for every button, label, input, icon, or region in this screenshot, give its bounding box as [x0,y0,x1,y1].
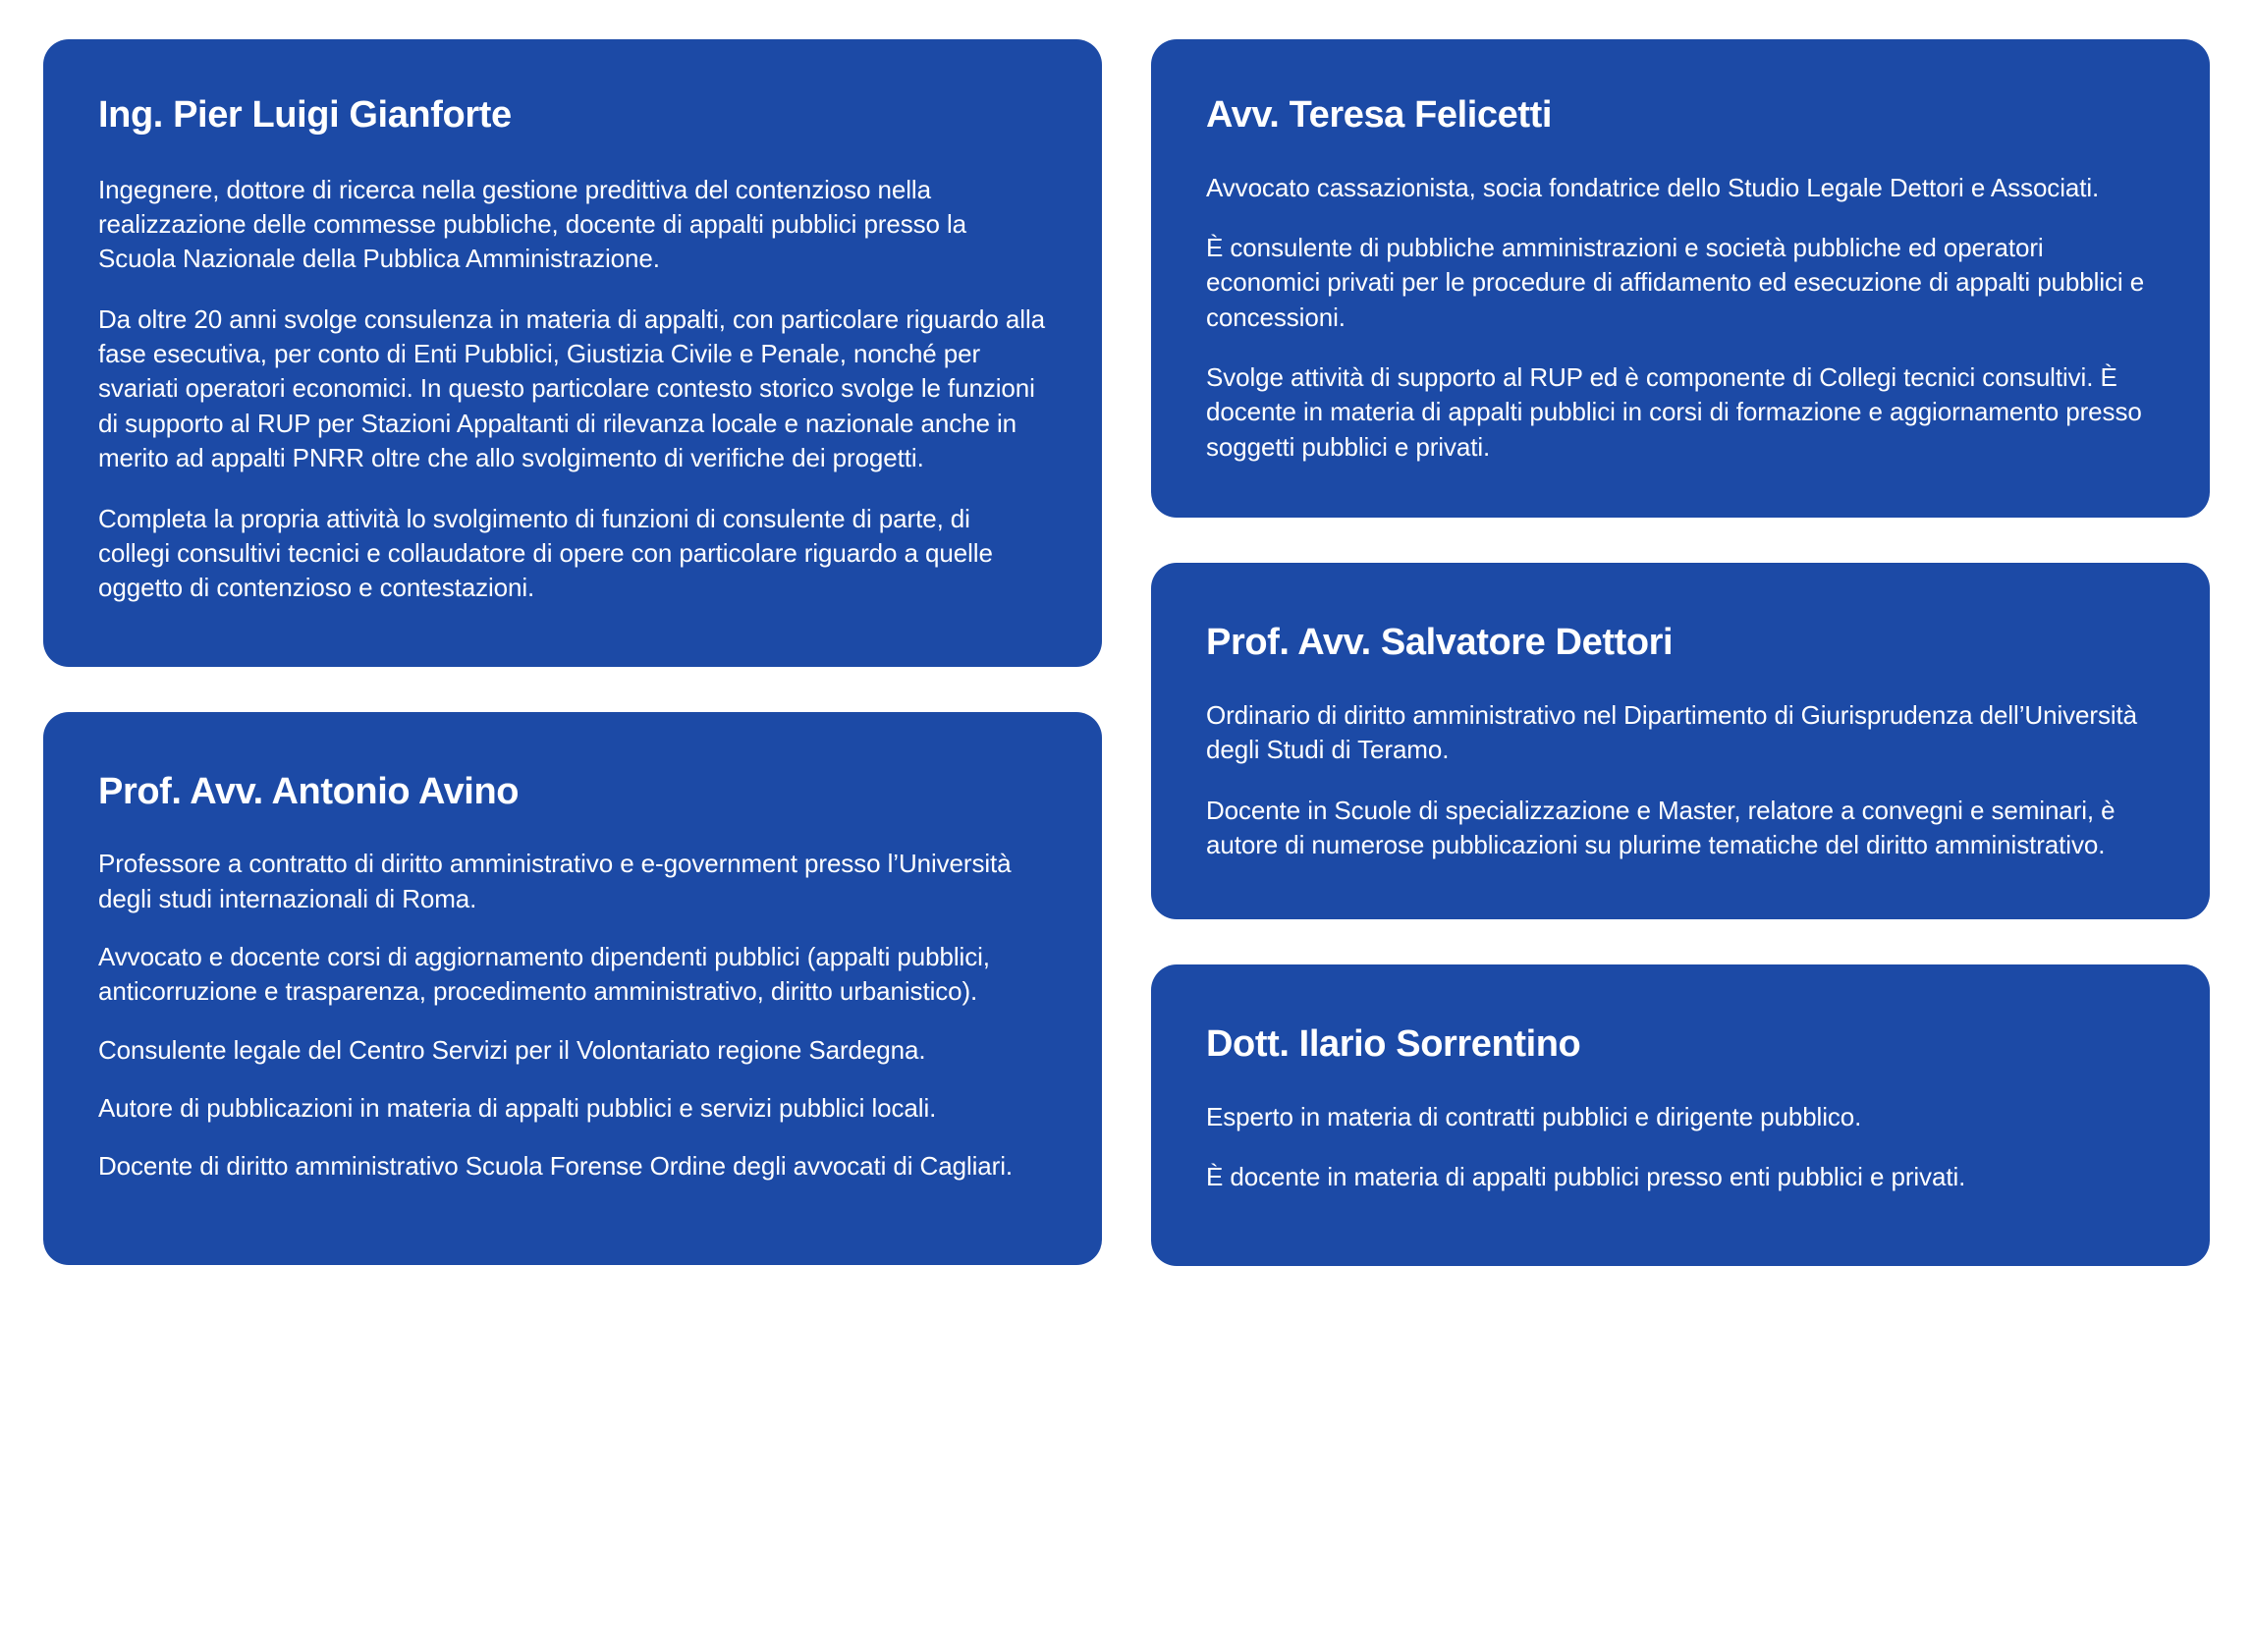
speaker-bio [1206,1100,2155,1195]
speaker-bio [1206,698,2155,862]
speaker-name: Avv. Teresa Felicetti [1206,94,1553,136]
speaker-card-avino [43,712,1102,1265]
speaker-card-felicetti [1151,39,2210,518]
bio-paragraph: È docente in materia di appalti pubblici presso enti pubblici e privati. [1206,1162,1966,1192]
speaker-name: Dott. Ilario Sorrentino [1206,1023,1581,1066]
speaker-card-sorrentino [1151,964,2210,1265]
right-column [1151,39,2210,1609]
bio-paragraph: Consulente legale del Centro Servizi per il Volontariato regione Sardegna. [98,1034,926,1065]
speaker-name: Prof. Avv. Salvatore Dettori [1206,622,1674,664]
bio-paragraph: Avvocato cassazionista, socia fondatrice dello Studio Legale Dettori e Associati. [1206,172,2100,202]
bio-paragraph: È consulente di pubbliche amministrazioni e società pubbliche ed operatori economici privati per le procedure di affidamento ed esecuzione di appalti pubblici e concessioni. [1206,233,2145,332]
bio-paragraph: Docente di diritto amministrativo Scuola Forense Ordine degli avvocati di Cagliari. [98,1151,1014,1182]
bio-paragraph: Da oltre 20 anni svolge consulenza in materia di appalti, con particolare riguardo alla fase esecutiva, per conto di Enti Pubblici, Giustizia Civile e Penale, nonché per svariati operatori economici. In questo particolare contesto storico svolge le funzioni di supporto al RUP per Stazioni Appaltanti di rilevanza locale e nazionale anche in merito ad appalti PNRR oltre che allo svolgimento di verifiche dei progetti. [98,303,1045,473]
left-column [43,39,1102,1609]
bio-paragraph: Docente in Scuole di specializzazione e Master, relatore a convegni e seminari, è autore di numerose pubblicazioni su plurime tematiche del diritto amministrativo. [1206,795,2116,859]
speaker-bio [98,847,1047,1184]
bio-paragraph: Avvocato e docente corsi di aggiornamento dipendenti pubblici (appalti pubblici, anticorruzione e trasparenza, procedimento amministrativo, diritto urbanistico). [98,942,990,1007]
speaker-name: Prof. Avv. Antonio Avino [98,770,520,812]
speaker-card-dettori [1151,563,2210,919]
bio-paragraph: Ordinario di diritto amministrativo nel Dipartimento di Giurisprudenza dell’Università degli Studi di Teramo. [1206,699,2138,765]
speaker-card-gianforte [43,39,1102,667]
bio-paragraph: Completa la propria attività lo svolgimento di funzioni di consulente di parte, di collegi consultivi tecnici e collaudatore di opere con particolare riguardo a quelle oggetto di contenzioso e contestazioni. [98,503,993,603]
bio-paragraph: Ingegnere, dottore di ricerca nella gestione predittiva del contenzioso nella realizzazione delle commesse pubbliche, docente di appalti pubblici presso la Scuola Nazionale della Pubblica Amministrazione. [98,174,967,274]
speaker-bio [1206,171,2155,466]
speaker-name: Ing. Pier Luigi Gianforte [98,94,512,136]
bio-paragraph: Professore a contratto di diritto amministrativo e e-government presso l’Università degli studi internazionali di Roma. [98,849,1012,913]
bio-paragraph: Svolge attività di supporto al RUP ed è componente di Collegi tecnici consultivi. È docente in materia di appalti pubblici in corsi di formazione e aggiornamento presso soggetti pubblici e privati. [1206,362,2142,462]
bio-paragraph: Esperto in materia di contratti pubblici e dirigente pubblico. [1206,1102,1862,1132]
speaker-bio [98,173,1047,606]
bio-paragraph: Autore di pubblicazioni in materia di appalti pubblici e servizi pubblici locali. [98,1093,937,1124]
